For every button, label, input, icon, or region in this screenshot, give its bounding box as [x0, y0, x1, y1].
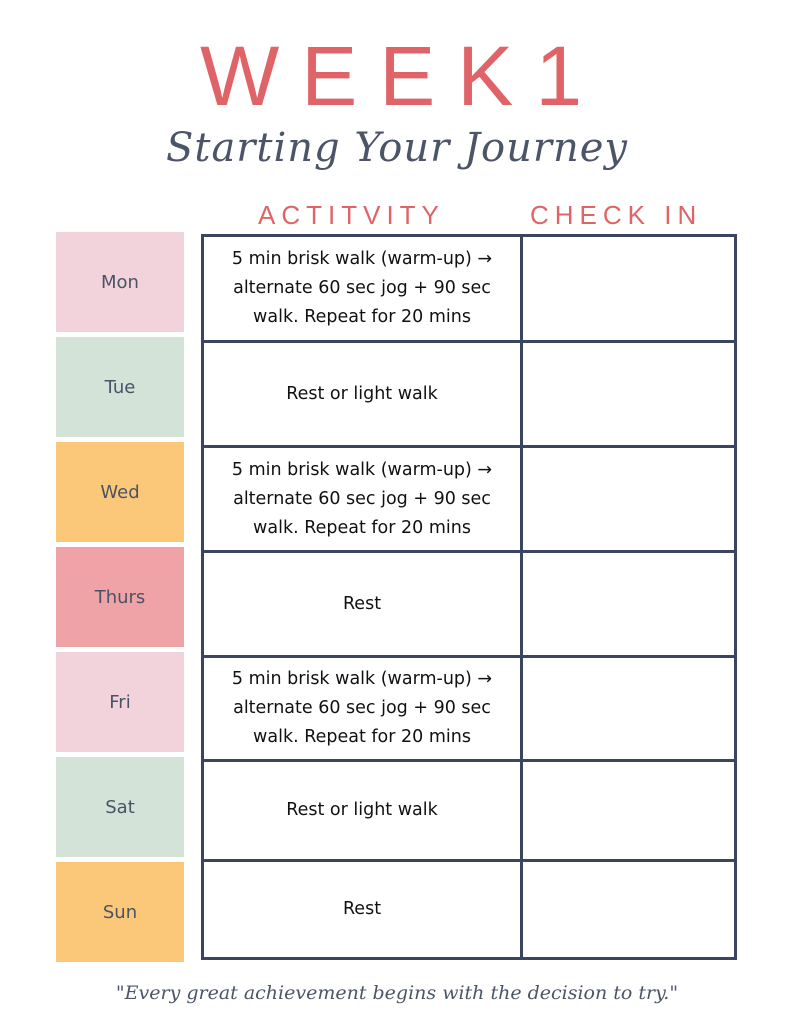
page-title: WEEK1 — [199, 29, 605, 123]
check-in-cell-fri[interactable] — [523, 658, 734, 759]
motivational-quote: "Every great achievement begins with the decision to try." — [115, 982, 679, 1004]
day-label-mon: Mon — [56, 232, 184, 332]
activity-cell-wed: 5 min brisk walk (warm-up) → alternate 60 sec jog + 90 sec walk. Repeat for 20 mins — [231, 459, 493, 538]
activity-cell-sat: Rest or light walk — [286, 800, 438, 820]
check-in-cell-tue[interactable] — [523, 343, 734, 445]
check-in-cell-sun[interactable] — [523, 862, 734, 957]
activity-column-header: ACTITVITY — [258, 200, 445, 230]
day-label-fri: Fri — [56, 652, 184, 752]
activity-cell-tue: Rest or light walk — [286, 383, 438, 404]
day-label-sun: Sun — [56, 862, 184, 962]
schedule-table — [201, 234, 737, 960]
day-label-sat: Sat — [56, 757, 184, 857]
day-label-thurs: Thurs — [56, 547, 184, 647]
check-in-cell-thurs[interactable] — [523, 553, 734, 655]
activity-cell-fri: 5 min brisk walk (warm-up) → alternate 60 sec jog + 90 sec walk. Repeat for 20 mins — [231, 669, 493, 747]
activity-cell-mon: 5 min brisk walk (warm-up) → alternate 60 sec jog + 90 sec walk. Repeat for 20 mins — [231, 249, 493, 327]
check-in-cell-mon[interactable] — [523, 237, 734, 340]
check-in-cell-sat[interactable] — [523, 762, 734, 859]
page-subtitle: Starting Your Journey — [165, 125, 629, 171]
check-in-cell-wed[interactable] — [523, 448, 734, 550]
activity-cell-sun: Rest — [342, 899, 382, 919]
activity-cell-thurs: Rest — [342, 593, 382, 614]
day-label-tue: Tue — [56, 337, 184, 437]
check-in-column-header: CHECK IN — [530, 200, 703, 230]
day-label-wed: Wed — [56, 442, 184, 542]
